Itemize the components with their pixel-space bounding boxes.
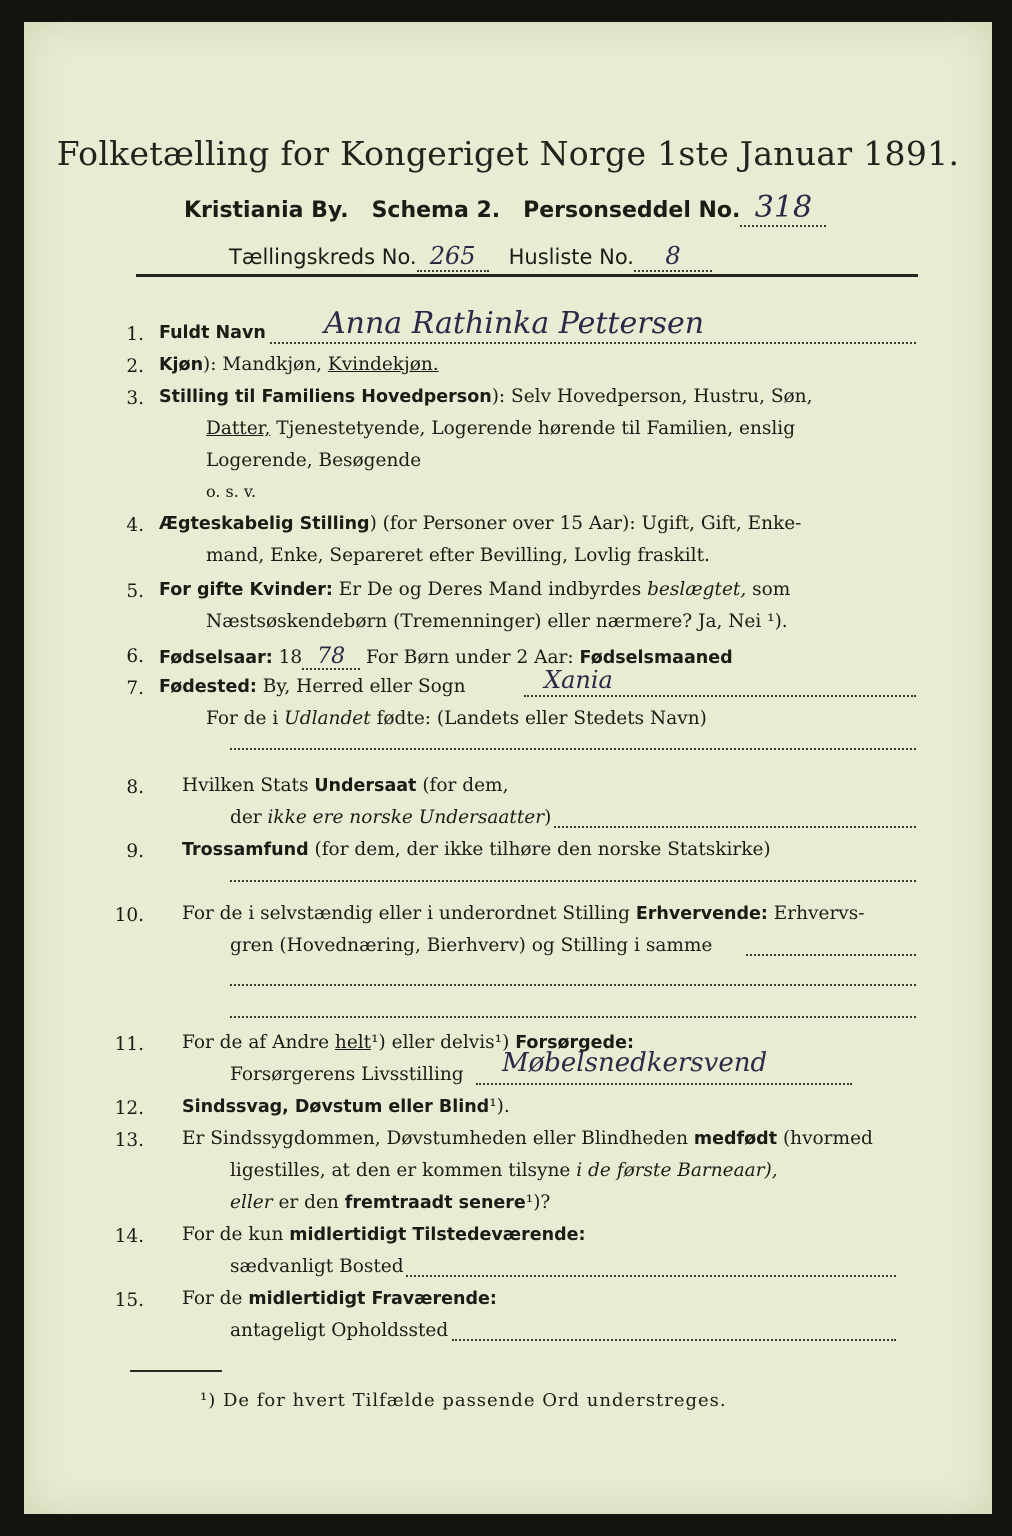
q4-label: Ægteskabelig Stilling (159, 514, 370, 534)
q5-number: 5. (126, 581, 144, 602)
q14-fill-line (406, 1275, 896, 1277)
q13-number: 13. (114, 1130, 144, 1151)
kreds-number: 265 (417, 242, 489, 272)
q13-label: medfødt (693, 1129, 778, 1149)
q4-row-2: mand, Enke, Separeret efter Bevilling, Lovlig fraskilt. (206, 545, 710, 566)
q7-row-1 (159, 678, 466, 697)
form-subheader-2 (229, 242, 712, 272)
q11-provider-occupation-value: Møbelsnedkersvend (502, 1048, 768, 1078)
q13-label-3: fremtraadt senere (344, 1193, 526, 1213)
q8-number: 8. (126, 777, 144, 798)
q15-row-2: antageligt Opholdssted (230, 1320, 449, 1341)
q11-fill-line (476, 1083, 852, 1085)
q5-italic: beslægtet, (647, 579, 747, 600)
q7-text: By, Herred eller Sogn (256, 676, 466, 697)
personseddel-number: 318 (740, 190, 826, 227)
q8-text-2i: ikke ere norske Undersaatter (267, 807, 545, 828)
q10-fill-line-2 (230, 984, 916, 986)
header-rule (136, 274, 918, 277)
q6-number: 6. (126, 646, 144, 667)
q7-row-2 (206, 710, 707, 729)
q3-label: Stilling til Familiens Hovedperson (159, 387, 492, 407)
q10-text-1a: For de i selvstændig eller i underordnet Stilling (182, 903, 636, 924)
q7-text-2a: For de i (206, 708, 285, 729)
q13-text-3b: ¹)? (525, 1192, 551, 1213)
q9-number: 9. (126, 841, 144, 862)
q14-row-2: sædvanligt Bosted (230, 1256, 404, 1277)
q10-label: Erhvervende: (635, 904, 768, 924)
q7-fill-line-2 (230, 748, 916, 750)
q8-row-2 (230, 809, 551, 828)
q14-text-1: For de kun (182, 1224, 290, 1245)
schema-label: Schema 2. (371, 198, 501, 223)
q8-fill-line (554, 826, 916, 828)
city-label: Kristiania By. (184, 198, 349, 223)
q7-fill-line (524, 695, 916, 697)
kreds-label: Tællingskreds No. (229, 245, 417, 269)
q1-name-value: Anna Rathinka Pettersen (324, 306, 705, 341)
q9-text: (for dem, der ikke tilhøre den norske Statskirke) (308, 839, 771, 860)
q12-label: Sindssvag, Døvstum eller Blind (182, 1097, 490, 1117)
q7-birthplace-value: Xania (544, 666, 613, 694)
q7-label: Fødested: (159, 677, 257, 697)
q5-label: For gifte Kvinder: (159, 580, 333, 600)
q13-text-3i: eller (230, 1192, 273, 1213)
q15-label: midlertidigt Fraværende: (248, 1289, 497, 1309)
q9-label: Trossamfund (182, 840, 309, 860)
q10-text-1b: Erhvervs- (767, 903, 865, 924)
q7-text-2b: fødte: (Landets eller Stedets Navn) (370, 708, 707, 729)
q6-text: For Børn under 2 Aar: (360, 647, 580, 668)
q3-row-2 (206, 420, 795, 439)
q1-fill-line (270, 342, 916, 344)
q9-fill-line (230, 880, 916, 882)
q8-label: Undersaat (314, 776, 417, 796)
footnote: ¹) De for hvert Tilfælde passende Ord understreges. (200, 1390, 727, 1411)
q3-row-1 (159, 388, 812, 407)
q11-underlined-answer: helt (334, 1032, 372, 1053)
q10-number: 10. (114, 905, 144, 926)
q1-number: 1. (126, 324, 144, 345)
q14-row-1 (182, 1226, 586, 1245)
q15-row-1 (182, 1290, 497, 1309)
q3-underlined-answer: Datter, (206, 418, 271, 439)
q3-number: 3. (126, 388, 144, 409)
q11-row-2: Forsørgerens Livsstilling (230, 1064, 464, 1085)
q13-row-2 (230, 1162, 778, 1181)
q6-label: Fødselsaar: (159, 648, 273, 668)
q1-label: Fuldt Navn (159, 323, 266, 343)
form-subheader (184, 190, 826, 227)
q2-row (159, 356, 439, 375)
q2-text: ): Mandkjøn, (203, 354, 328, 375)
q6-prefix: 18 (272, 647, 303, 668)
q1-row (159, 324, 266, 343)
q5-row-1 (159, 581, 790, 600)
q10-row-1 (182, 905, 865, 924)
q12-number: 12. (114, 1098, 144, 1119)
q8-text-1a: Hvilken Stats (182, 775, 315, 796)
q6-year-value: 78 (302, 646, 360, 670)
q11-number: 11. (114, 1034, 144, 1055)
q11-text-1b: ¹) eller delvis¹) (371, 1032, 516, 1053)
q14-number: 14. (114, 1226, 144, 1247)
q5-text-1a: Er De og Deres Mand indbyrdes (332, 579, 648, 600)
census-form-sheet (24, 22, 992, 1514)
q4-number: 4. (126, 515, 144, 536)
q14-label: midlertidigt Tilstedeværende: (289, 1225, 586, 1245)
q2-number: 2. (126, 356, 144, 377)
q10-fill-line-3 (230, 1016, 916, 1018)
q3-row-4: o. s. v. (206, 482, 257, 501)
q6-label-2: Fødselsmaaned (579, 648, 733, 668)
q8-text-1b: (for dem, (416, 775, 509, 796)
q3-text-1: ): Selv Hovedperson, Hustru, Søn, (491, 386, 813, 407)
q5-row-2: Næstsøskendebørn (Tremenninger) eller nærmere? Ja, Nei ¹). (206, 611, 788, 632)
form-title: Folketælling for Kongeriget Norge 1ste Januar 1891. (56, 134, 960, 173)
q4-text-1: ) (for Personer over 15 Aar): Ugift, Gift, Enke- (369, 513, 802, 534)
husliste-number: 8 (634, 242, 712, 272)
q12-text: ¹). (489, 1096, 510, 1117)
q8-text-2b: ) (544, 807, 552, 828)
q11-label: Forsørgede: (515, 1033, 634, 1053)
personseddel-label: Personseddel No. (523, 198, 741, 223)
q5-text-1b: som (746, 579, 791, 600)
q13-text-2i: i de første Barneaar), (576, 1160, 778, 1181)
q10-fill-line-1 (746, 954, 916, 956)
q11-text-1a: For de af Andre (182, 1032, 335, 1053)
q13-text-1b: (hvormed (777, 1128, 873, 1149)
q2-label: Kjøn (159, 355, 204, 375)
q2-underlined-answer: Kvindekjøn. (327, 354, 439, 375)
q8-text-2a: der (230, 807, 268, 828)
q7-text-2i: Udlandet (284, 708, 371, 729)
q13-text-2a: ligestilles, at den er kommen tilsyne (230, 1160, 577, 1181)
q12-row (182, 1098, 510, 1117)
q13-row-1 (182, 1130, 873, 1149)
footnote-rule (130, 1370, 222, 1372)
q10-row-2: gren (Hovednæring, Bierhverv) og Stilling i samme (230, 935, 713, 956)
q9-row (182, 841, 771, 860)
q15-text-1: For de (182, 1288, 249, 1309)
q8-row-1 (182, 777, 508, 796)
q6-row (159, 646, 733, 670)
husliste-label: Husliste No. (508, 245, 634, 269)
q13-text-1a: Er Sindssygdommen, Døvstumheden eller Blindheden (182, 1128, 694, 1149)
q7-number: 7. (126, 678, 144, 699)
q3-row-3: Logerende, Besøgende (206, 450, 422, 471)
q15-fill-line (452, 1339, 896, 1341)
q4-row-1 (159, 515, 801, 534)
q13-text-3a: er den (272, 1192, 345, 1213)
q13-row-3 (230, 1194, 550, 1213)
q15-number: 15. (114, 1290, 144, 1311)
q3-text-2: Tjenestetyende, Logerende hørende til Familien, enslig (270, 418, 796, 439)
